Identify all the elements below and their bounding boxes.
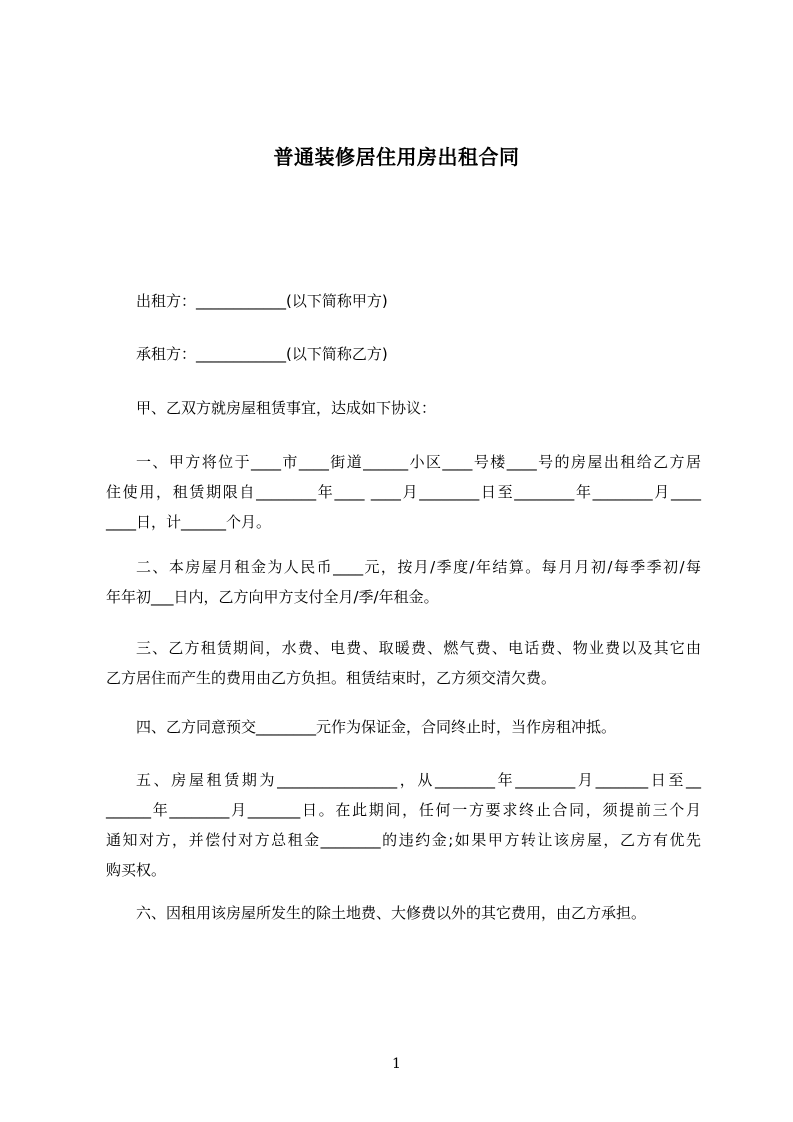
clause-3	[106, 633, 701, 693]
clause-1-row: ____日，计______个月。	[106, 513, 272, 531]
clause-6: 六、因租用该房屋所发生的除土地费、大修费以外的其它费用，由乙方承担。	[136, 904, 647, 922]
clause-1-row: 一、甲方将位于____市____街道______小区____号楼____号的房屋出租给乙方居	[136, 453, 701, 471]
clause-5-row: 购买权。	[106, 861, 167, 879]
clause-5-row: 五、房屋租赁期为________________，从________年________月_______日至__	[136, 771, 701, 789]
clause-2-row: 二、本房屋月租金为人民币____元，按月/季度/年结算。每月月初/每季季初/每	[136, 558, 701, 576]
lessor-line: 出租方：____________(以下简称甲方)	[136, 292, 388, 310]
clause-4: 四、乙方同意预交________元作为保证金，合同终止时，当作房租冲抵。	[136, 718, 617, 736]
page-number: 1	[392, 1056, 401, 1072]
lessee-line: 承租方：____________(以下简称乙方)	[136, 345, 388, 363]
clause-5-row: 通知对方，并偿付对方总租金________的违约金;如果甲方转让该房屋，乙方有优先	[106, 831, 701, 849]
clause-2-row: 年年初___日内，乙方向甲方支付全月/季/年租金。	[106, 588, 439, 606]
agreement-intro: 甲、乙双方就房屋租赁事宜，达成如下协议：	[136, 399, 437, 417]
clause-3-row: 三、乙方租赁期间，水费、电费、取暖费、燃气费、电话费、物业费以及其它由	[136, 639, 701, 657]
clause-5	[106, 765, 701, 885]
clause-3-row: 乙方居住而产生的费用由乙方负担。租赁结束时，乙方须交清欠费。	[106, 669, 557, 687]
clause-2	[106, 552, 701, 612]
contract-title: 普通装修居住用房出租合同	[273, 145, 520, 169]
clause-1-row: 住使用，租赁期限自________年____ ____月________日至________年________月____	[106, 483, 701, 501]
clause-1	[106, 447, 701, 537]
clause-5-row: ______年________月_______日。在此期间，任何一方要求终止合同，须提前三个月	[106, 801, 701, 819]
